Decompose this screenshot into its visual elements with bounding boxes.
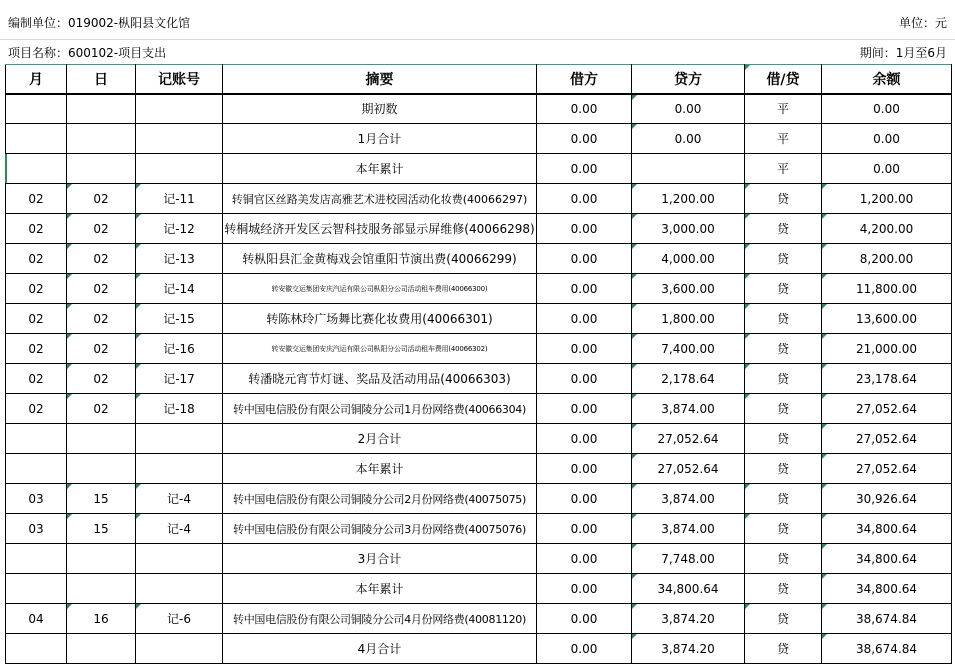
cell-voucher[interactable]: 记-17 (136, 364, 223, 394)
table-row[interactable] (6, 94, 952, 124)
cell-day[interactable]: 15 (67, 484, 136, 514)
cell-balance[interactable]: 38,674.84 (822, 604, 952, 634)
cell-day[interactable]: 02 (67, 394, 136, 424)
cell-debit[interactable]: 0.00 (537, 244, 632, 274)
table-row[interactable] (6, 124, 952, 154)
cell-debit[interactable]: 0.00 (537, 124, 632, 154)
cell-voucher[interactable]: 记-16 (136, 334, 223, 364)
cell-balance[interactable]: 11,800.00 (822, 274, 952, 304)
cell-day[interactable]: 16 (67, 604, 136, 634)
cell-credit[interactable]: 3,874.00 (632, 484, 745, 514)
cell-credit[interactable]: 4,000.00 (632, 244, 745, 274)
cell-summary[interactable]: 转中国电信股份有限公司铜陵分公司4月份网络费(40081120) (223, 604, 537, 634)
cell-balance[interactable]: 0.00 (822, 154, 952, 184)
table-row[interactable] (6, 244, 952, 274)
cell-voucher[interactable]: 记-11 (136, 184, 223, 214)
cell-credit[interactable]: 3,600.00 (632, 274, 745, 304)
cell-balance[interactable]: 23,178.64 (822, 364, 952, 394)
cell-debit[interactable]: 0.00 (537, 304, 632, 334)
cell-balance[interactable]: 21,000.00 (822, 334, 952, 364)
cell-direction[interactable]: 贷 (745, 604, 822, 634)
cell-voucher[interactable] (136, 454, 223, 484)
cell-day[interactable]: 02 (67, 244, 136, 274)
cell-credit[interactable]: 27,052.64 (632, 454, 745, 484)
cell-voucher[interactable]: 记-12 (136, 214, 223, 244)
cell-debit[interactable]: 0.00 (537, 274, 632, 304)
cell-balance[interactable]: 27,052.64 (822, 454, 952, 484)
cell-direction[interactable]: 平 (745, 124, 822, 154)
table-row[interactable] (6, 214, 952, 244)
col-day[interactable]: 日 (67, 65, 136, 94)
table-row[interactable] (6, 304, 952, 334)
col-month[interactable]: 月 (6, 65, 67, 94)
cell-direction[interactable]: 贷 (745, 334, 822, 364)
header-divider (0, 39, 955, 40)
cell-summary[interactable]: 4月合计 (223, 634, 537, 664)
cell-balance[interactable]: 30,926.64 (822, 484, 952, 514)
cell-month[interactable]: 02 (6, 244, 67, 274)
cell-summary[interactable]: 3月合计 (223, 544, 537, 574)
cell-balance[interactable]: 1,200.00 (822, 184, 952, 214)
cell-balance[interactable]: 34,800.64 (822, 574, 952, 604)
cell-month[interactable] (6, 424, 67, 454)
cell-summary[interactable]: 1月合计 (223, 124, 537, 154)
cell-summary[interactable]: 转潘晓元宵节灯谜、奖品及活动用品(40066303) (223, 364, 537, 394)
cell-voucher[interactable]: 记-18 (136, 394, 223, 424)
period-label: 期间：1月至6月 (859, 46, 947, 60)
cell-month[interactable]: 03 (6, 484, 67, 514)
cell-month[interactable] (6, 544, 67, 574)
cell-summary[interactable]: 转安徽交运集团安庆汽运有限公司枞阳分公司活动租车费用(40066300) (223, 274, 537, 304)
cell-debit[interactable]: 0.00 (537, 184, 632, 214)
cell-month[interactable] (6, 634, 67, 664)
cell-direction[interactable]: 贷 (745, 424, 822, 454)
table-row[interactable] (6, 604, 952, 634)
cell-balance[interactable]: 8,200.00 (822, 244, 952, 274)
cell-credit[interactable] (632, 154, 745, 184)
cell-month[interactable] (6, 94, 67, 124)
cell-day[interactable] (67, 124, 136, 154)
cell-balance[interactable]: 34,800.64 (822, 544, 952, 574)
cell-credit[interactable]: 1,800.00 (632, 304, 745, 334)
cell-voucher[interactable] (136, 424, 223, 454)
cell-day[interactable] (67, 634, 136, 664)
table-row[interactable] (6, 334, 952, 364)
cell-balance[interactable]: 0.00 (822, 124, 952, 154)
ledger-table (5, 64, 952, 664)
cell-month[interactable]: 02 (6, 394, 67, 424)
cell-day[interactable]: 02 (67, 214, 136, 244)
cell-day[interactable]: 02 (67, 304, 136, 334)
cell-debit[interactable]: 0.00 (537, 484, 632, 514)
cell-month[interactable]: 04 (6, 604, 67, 634)
currency-label: 单位：元 (898, 16, 947, 30)
cell-day[interactable]: 02 (67, 274, 136, 304)
cell-summary[interactable]: 本年累计 (223, 454, 537, 484)
cell-debit[interactable]: 0.00 (537, 364, 632, 394)
cell-credit[interactable]: 7,748.00 (632, 544, 745, 574)
cell-balance[interactable]: 4,200.00 (822, 214, 952, 244)
cell-day[interactable] (67, 544, 136, 574)
cell-balance[interactable]: 34,800.64 (822, 514, 952, 544)
cell-summary[interactable]: 转中国电信股份有限公司铜陵分公司3月份网络费(40075076) (223, 514, 537, 544)
table-row[interactable] (6, 424, 952, 454)
cell-debit[interactable]: 0.00 (537, 544, 632, 574)
cell-summary[interactable]: 转安徽交运集团安庆汽运有限公司枞阳分公司活动租车费用(40066302) (223, 334, 537, 364)
column-header-row (6, 65, 952, 94)
table-row[interactable] (6, 184, 952, 214)
cell-balance[interactable]: 38,674.84 (822, 634, 952, 664)
cell-summary[interactable]: 本年累计 (223, 574, 537, 604)
cell-direction[interactable]: 贷 (745, 454, 822, 484)
cell-day[interactable] (67, 454, 136, 484)
table-row[interactable] (6, 634, 952, 664)
cell-summary[interactable]: 转桐城经济开发区云智科技服务部显示屏维修(40066298) (223, 214, 537, 244)
cell-direction[interactable]: 贷 (745, 244, 822, 274)
cell-summary[interactable]: 转中国电信股份有限公司铜陵分公司2月份网络费(40075075) (223, 484, 537, 514)
cell-month[interactable]: 03 (6, 514, 67, 544)
cell-balance[interactable]: 27,052.64 (822, 394, 952, 424)
cell-day[interactable] (67, 94, 136, 124)
cell-voucher[interactable]: 记-14 (136, 274, 223, 304)
cell-credit[interactable]: 2,178.64 (632, 364, 745, 394)
cell-direction[interactable]: 贷 (745, 514, 822, 544)
table-row[interactable] (6, 154, 952, 184)
cell-debit[interactable]: 0.00 (537, 514, 632, 544)
cell-debit[interactable]: 0.00 (537, 574, 632, 604)
cell-day[interactable]: 02 (67, 334, 136, 364)
cell-summary[interactable]: 转陈林玲广场舞比赛化妆费用(40066301) (223, 304, 537, 334)
cell-summary[interactable]: 转铜官区丝路美发店高雅艺术进校园活动化妆费(40066297) (223, 184, 537, 214)
cell-direction[interactable]: 贷 (745, 574, 822, 604)
cell-summary[interactable]: 转中国电信股份有限公司铜陵分公司1月份网络费(40066304) (223, 394, 537, 424)
cell-credit[interactable]: 3,874.20 (632, 604, 745, 634)
cell-debit[interactable]: 0.00 (537, 454, 632, 484)
cell-debit[interactable]: 0.00 (537, 634, 632, 664)
col-balance[interactable]: 余额 (822, 65, 952, 94)
cell-month[interactable]: 02 (6, 364, 67, 394)
table-row[interactable] (6, 454, 952, 484)
col-debit[interactable]: 借方 (537, 65, 632, 94)
table-row[interactable] (6, 484, 952, 514)
cell-debit[interactable]: 0.00 (537, 604, 632, 634)
cell-debit[interactable]: 0.00 (537, 214, 632, 244)
cell-credit[interactable]: 0.00 (632, 94, 745, 124)
table-row[interactable] (6, 274, 952, 304)
table-row[interactable] (6, 394, 952, 424)
cell-direction[interactable]: 贷 (745, 304, 822, 334)
cell-credit[interactable]: 1,200.00 (632, 184, 745, 214)
col-credit[interactable]: 贷方 (632, 65, 745, 94)
cell-credit[interactable]: 3,874.20 (632, 634, 745, 664)
project-label: 项目名称：600102-项目支出 (8, 46, 167, 60)
cell-credit[interactable]: 3,874.00 (632, 394, 745, 424)
cell-voucher[interactable]: 记-4 (136, 514, 223, 544)
table-row[interactable] (6, 574, 952, 604)
cell-month[interactable] (6, 454, 67, 484)
cell-credit[interactable]: 27,052.64 (632, 424, 745, 454)
cell-balance[interactable]: 27,052.64 (822, 424, 952, 454)
cell-balance[interactable]: 0.00 (822, 94, 952, 124)
cell-month[interactable]: 02 (6, 304, 67, 334)
cell-summary[interactable]: 期初数 (223, 94, 537, 124)
cell-debit[interactable]: 0.00 (537, 154, 632, 184)
cell-direction[interactable]: 贷 (745, 394, 822, 424)
cell-direction[interactable]: 平 (745, 154, 822, 184)
col-direction[interactable]: 借/贷 (745, 65, 822, 94)
cell-direction[interactable]: 贷 (745, 184, 822, 214)
cell-month[interactable] (6, 574, 67, 604)
selected-cell-marker (5, 154, 7, 183)
cell-voucher[interactable]: 记-15 (136, 304, 223, 334)
cell-day[interactable] (67, 574, 136, 604)
cell-credit[interactable]: 3,874.00 (632, 514, 745, 544)
cell-debit[interactable]: 0.00 (537, 424, 632, 454)
cell-summary[interactable]: 2月合计 (223, 424, 537, 454)
table-row[interactable] (6, 364, 952, 394)
table-row[interactable] (6, 544, 952, 574)
col-summary[interactable]: 摘要 (223, 65, 537, 94)
cell-voucher[interactable] (136, 544, 223, 574)
cell-voucher[interactable] (136, 574, 223, 604)
cell-voucher[interactable] (136, 94, 223, 124)
cell-day[interactable]: 02 (67, 184, 136, 214)
cell-day[interactable]: 02 (67, 364, 136, 394)
cell-direction[interactable]: 贷 (745, 634, 822, 664)
cell-balance[interactable]: 13,600.00 (822, 304, 952, 334)
cell-credit[interactable]: 34,800.64 (632, 574, 745, 604)
cell-month[interactable]: 02 (6, 334, 67, 364)
cell-direction[interactable]: 贷 (745, 484, 822, 514)
cell-direction[interactable]: 贷 (745, 274, 822, 304)
table-row[interactable] (6, 514, 952, 544)
col-voucher[interactable]: 记账号 (136, 65, 223, 94)
cell-credit[interactable]: 7,400.00 (632, 334, 745, 364)
cell-month[interactable]: 02 (6, 214, 67, 244)
cell-debit[interactable]: 0.00 (537, 94, 632, 124)
cell-debit[interactable]: 0.00 (537, 394, 632, 424)
cell-day[interactable] (67, 424, 136, 454)
cell-day[interactable] (67, 154, 136, 184)
cell-voucher[interactable]: 记-4 (136, 484, 223, 514)
cell-summary[interactable]: 本年累计 (223, 154, 537, 184)
cell-month[interactable]: 02 (6, 274, 67, 304)
cell-summary[interactable]: 转枞阳县汇金黄梅戏会馆重阳节演出费(40066299) (223, 244, 537, 274)
cell-direction[interactable]: 平 (745, 94, 822, 124)
cell-month[interactable]: 02 (6, 184, 67, 214)
cell-voucher[interactable]: 记-13 (136, 244, 223, 274)
unit-label: 编制单位：019002-枞阳县文化馆 (8, 16, 191, 30)
cell-direction[interactable]: 贷 (745, 364, 822, 394)
cell-voucher[interactable] (136, 154, 223, 184)
cell-voucher[interactable] (136, 124, 223, 154)
cell-day[interactable]: 15 (67, 514, 136, 544)
cell-month[interactable] (6, 124, 67, 154)
cell-debit[interactable]: 0.00 (537, 334, 632, 364)
cell-direction[interactable]: 贷 (745, 544, 822, 574)
cell-month[interactable] (6, 154, 67, 184)
cell-voucher[interactable] (136, 634, 223, 664)
cell-voucher[interactable]: 记-6 (136, 604, 223, 634)
cell-direction[interactable]: 贷 (745, 214, 822, 244)
cell-credit[interactable]: 3,000.00 (632, 214, 745, 244)
cell-credit[interactable]: 0.00 (632, 124, 745, 154)
